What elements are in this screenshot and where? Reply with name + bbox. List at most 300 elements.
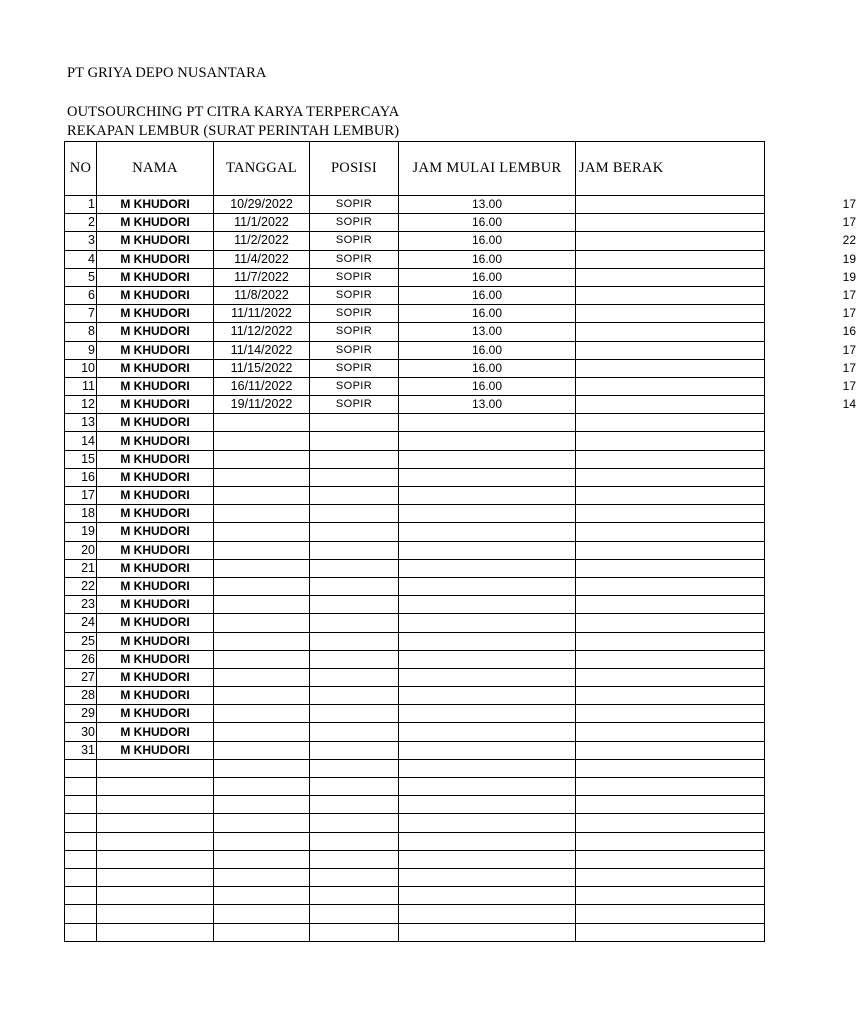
cell-no: 2 xyxy=(65,214,97,232)
cell-jam-berakhir xyxy=(576,923,765,941)
cell-jam-berakhir xyxy=(576,596,765,614)
cell-jam-berakhir-value: 17 xyxy=(842,197,856,212)
cell-nama: M KHUDORI xyxy=(97,214,214,232)
cell-tanggal xyxy=(214,632,310,650)
cell-tanggal xyxy=(214,923,310,941)
header-posisi: POSISI xyxy=(310,142,399,196)
cell-jam-berakhir xyxy=(576,268,856,286)
cell-jam-berakhir xyxy=(576,432,765,450)
cell-posisi xyxy=(310,487,399,505)
cell-no: 5 xyxy=(65,268,97,286)
cell-jam-mulai xyxy=(399,759,576,777)
table-row xyxy=(65,377,765,395)
cell-tanggal xyxy=(214,887,310,905)
cell-tanggal xyxy=(214,759,310,777)
overtime-table xyxy=(64,141,856,942)
table-row xyxy=(65,705,765,723)
cell-posisi: SOPIR xyxy=(310,196,399,214)
cell-no: 17 xyxy=(65,487,97,505)
cell-tanggal: 11/15/2022 xyxy=(214,359,310,377)
cell-nama xyxy=(97,778,214,796)
cell-jam-mulai xyxy=(399,414,576,432)
cell-no xyxy=(65,759,97,777)
table-row xyxy=(65,359,765,377)
cell-nama: M KHUDORI xyxy=(97,250,214,268)
cell-posisi xyxy=(310,450,399,468)
cell-jam-mulai: 16.00 xyxy=(399,214,576,232)
cell-jam-berakhir xyxy=(576,505,765,523)
cell-jam-mulai xyxy=(399,541,576,559)
cell-nama: M KHUDORI xyxy=(97,505,214,523)
table-row xyxy=(65,268,765,286)
table-row xyxy=(65,450,765,468)
table-row xyxy=(65,414,765,432)
table-row xyxy=(65,487,765,505)
cell-posisi: SOPIR xyxy=(310,341,399,359)
cell-jam-berakhir-value: 17 xyxy=(842,342,856,357)
table-row xyxy=(65,541,765,559)
table-row xyxy=(65,232,765,250)
cell-posisi: SOPIR xyxy=(310,214,399,232)
cell-nama xyxy=(97,868,214,886)
table-body xyxy=(65,196,856,942)
cell-jam-berakhir xyxy=(576,559,765,577)
cell-no: 13 xyxy=(65,414,97,432)
cell-nama: M KHUDORI xyxy=(97,487,214,505)
cell-jam-mulai xyxy=(399,505,576,523)
cell-nama: M KHUDORI xyxy=(97,232,214,250)
cell-no: 1 xyxy=(65,196,97,214)
cell-nama: M KHUDORI xyxy=(97,305,214,323)
cell-posisi xyxy=(310,541,399,559)
cell-no xyxy=(65,905,97,923)
cell-posisi: SOPIR xyxy=(310,377,399,395)
cell-tanggal xyxy=(214,505,310,523)
cell-jam-berakhir xyxy=(576,741,765,759)
cell-jam-berakhir-value: 14 xyxy=(842,397,856,412)
cell-nama: M KHUDORI xyxy=(97,577,214,595)
cell-tanggal xyxy=(214,905,310,923)
cell-posisi xyxy=(310,559,399,577)
cell-no: 10 xyxy=(65,359,97,377)
cell-no: 28 xyxy=(65,687,97,705)
cell-tanggal: 10/29/2022 xyxy=(214,196,310,214)
table-row xyxy=(65,632,765,650)
header-jam-mulai: JAM MULAI LEMBUR xyxy=(399,142,576,196)
cell-jam-berakhir xyxy=(576,778,765,796)
cell-tanggal xyxy=(214,850,310,868)
cell-jam-berakhir xyxy=(576,468,765,486)
cell-nama: M KHUDORI xyxy=(97,414,214,432)
cell-jam-mulai xyxy=(399,687,576,705)
cell-tanggal xyxy=(214,450,310,468)
cell-posisi xyxy=(310,759,399,777)
cell-jam-mulai xyxy=(399,905,576,923)
cell-tanggal xyxy=(214,723,310,741)
cell-nama: M KHUDORI xyxy=(97,432,214,450)
cell-no: 30 xyxy=(65,723,97,741)
cell-nama: M KHUDORI xyxy=(97,596,214,614)
cell-posisi xyxy=(310,668,399,686)
company-name: PT GRIYA DEPO NUSANTARA xyxy=(67,65,267,81)
table-header-row xyxy=(65,142,765,196)
cell-jam-mulai: 13.00 xyxy=(399,396,576,414)
cell-posisi xyxy=(310,687,399,705)
cell-posisi: SOPIR xyxy=(310,396,399,414)
cell-nama: M KHUDORI xyxy=(97,687,214,705)
header-nama: NAMA xyxy=(97,142,214,196)
cell-jam-berakhir xyxy=(576,305,856,323)
cell-tanggal: 11/11/2022 xyxy=(214,305,310,323)
cell-posisi xyxy=(310,614,399,632)
cell-nama xyxy=(97,759,214,777)
cell-nama: M KHUDORI xyxy=(97,650,214,668)
cell-no xyxy=(65,868,97,886)
cell-nama xyxy=(97,923,214,941)
cell-tanggal: 16/11/2022 xyxy=(214,377,310,395)
cell-jam-mulai xyxy=(399,741,576,759)
cell-no: 7 xyxy=(65,305,97,323)
cell-posisi xyxy=(310,705,399,723)
cell-jam-mulai xyxy=(399,923,576,941)
table-row xyxy=(65,596,765,614)
cell-nama: M KHUDORI xyxy=(97,541,214,559)
cell-nama: M KHUDORI xyxy=(97,196,214,214)
cell-no: 8 xyxy=(65,323,97,341)
cell-jam-mulai xyxy=(399,668,576,686)
cell-jam-mulai xyxy=(399,487,576,505)
cell-posisi xyxy=(310,523,399,541)
cell-tanggal xyxy=(214,832,310,850)
cell-nama xyxy=(97,796,214,814)
cell-no xyxy=(65,887,97,905)
cell-posisi xyxy=(310,778,399,796)
cell-jam-berakhir xyxy=(576,850,765,868)
cell-no: 6 xyxy=(65,286,97,304)
cell-nama: M KHUDORI xyxy=(97,723,214,741)
cell-jam-berakhir xyxy=(576,668,765,686)
cell-jam-mulai xyxy=(399,814,576,832)
cell-jam-berakhir-value: 17 xyxy=(842,360,856,375)
table-row xyxy=(65,723,765,741)
header-tanggal: TANGGAL xyxy=(214,142,310,196)
cell-tanggal: 11/12/2022 xyxy=(214,323,310,341)
cell-posisi xyxy=(310,468,399,486)
cell-nama: M KHUDORI xyxy=(97,668,214,686)
cell-jam-berakhir xyxy=(576,632,765,650)
cell-tanggal xyxy=(214,687,310,705)
table-row xyxy=(65,505,765,523)
cell-no: 18 xyxy=(65,505,97,523)
cell-tanggal: 11/7/2022 xyxy=(214,268,310,286)
cell-tanggal xyxy=(214,559,310,577)
cell-no: 3 xyxy=(65,232,97,250)
cell-nama xyxy=(97,850,214,868)
cell-jam-berakhir xyxy=(576,214,856,232)
cell-jam-berakhir xyxy=(576,723,765,741)
cell-posisi xyxy=(310,432,399,450)
cell-posisi xyxy=(310,632,399,650)
table-row xyxy=(65,832,765,850)
cell-posisi: SOPIR xyxy=(310,286,399,304)
cell-jam-berakhir xyxy=(576,396,856,414)
cell-jam-berakhir xyxy=(576,687,765,705)
cell-nama: M KHUDORI xyxy=(97,268,214,286)
cell-nama: M KHUDORI xyxy=(97,741,214,759)
cell-tanggal xyxy=(214,778,310,796)
cell-jam-mulai: 16.00 xyxy=(399,286,576,304)
cell-jam-mulai xyxy=(399,705,576,723)
cell-jam-berakhir xyxy=(576,341,856,359)
cell-jam-berakhir xyxy=(576,705,765,723)
cell-jam-berakhir xyxy=(576,359,856,377)
cell-tanggal: 11/14/2022 xyxy=(214,341,310,359)
cell-jam-mulai xyxy=(399,832,576,850)
cell-jam-berakhir xyxy=(576,414,765,432)
table-row xyxy=(65,250,765,268)
table-row xyxy=(65,196,765,214)
cell-jam-berakhir xyxy=(576,232,856,250)
overtime-table-container xyxy=(64,141,856,943)
cell-jam-berakhir xyxy=(576,286,856,304)
cell-posisi xyxy=(310,923,399,941)
cell-posisi: SOPIR xyxy=(310,305,399,323)
cell-no: 9 xyxy=(65,341,97,359)
cell-no: 19 xyxy=(65,523,97,541)
cell-no: 14 xyxy=(65,432,97,450)
cell-tanggal xyxy=(214,668,310,686)
cell-jam-berakhir-value: 17 xyxy=(842,215,856,230)
cell-nama: M KHUDORI xyxy=(97,359,214,377)
cell-tanggal xyxy=(214,868,310,886)
cell-posisi xyxy=(310,505,399,523)
cell-posisi xyxy=(310,723,399,741)
cell-tanggal: 11/2/2022 xyxy=(214,232,310,250)
cell-tanggal xyxy=(214,814,310,832)
cell-jam-berakhir-value: 22 xyxy=(842,233,856,248)
cell-no: 25 xyxy=(65,632,97,650)
cell-jam-berakhir xyxy=(576,196,856,214)
cell-jam-mulai: 16.00 xyxy=(399,232,576,250)
cell-tanggal xyxy=(214,796,310,814)
table-row xyxy=(65,650,765,668)
cell-jam-berakhir-value: 17 xyxy=(842,306,856,321)
table-row xyxy=(65,887,765,905)
cell-jam-mulai xyxy=(399,559,576,577)
cell-tanggal xyxy=(214,614,310,632)
cell-nama xyxy=(97,887,214,905)
cell-nama: M KHUDORI xyxy=(97,559,214,577)
cell-tanggal xyxy=(214,741,310,759)
cell-jam-mulai xyxy=(399,650,576,668)
cell-posisi xyxy=(310,796,399,814)
cell-jam-berakhir xyxy=(576,814,765,832)
cell-tanggal xyxy=(214,414,310,432)
table-row xyxy=(65,796,765,814)
table-row xyxy=(65,468,765,486)
cell-no xyxy=(65,850,97,868)
cell-posisi: SOPIR xyxy=(310,232,399,250)
table-row xyxy=(65,286,765,304)
cell-tanggal xyxy=(214,487,310,505)
cell-tanggal xyxy=(214,541,310,559)
cell-jam-mulai xyxy=(399,523,576,541)
table-row xyxy=(65,396,765,414)
cell-posisi xyxy=(310,905,399,923)
cell-no xyxy=(65,923,97,941)
table-row xyxy=(65,741,765,759)
cell-no: 31 xyxy=(65,741,97,759)
cell-jam-berakhir xyxy=(576,541,765,559)
cell-posisi: SOPIR xyxy=(310,250,399,268)
cell-nama: M KHUDORI xyxy=(97,523,214,541)
cell-nama: M KHUDORI xyxy=(97,377,214,395)
cell-jam-mulai xyxy=(399,723,576,741)
cell-posisi xyxy=(310,596,399,614)
cell-posisi xyxy=(310,414,399,432)
cell-posisi xyxy=(310,814,399,832)
cell-no: 26 xyxy=(65,650,97,668)
cell-jam-mulai xyxy=(399,632,576,650)
table-row xyxy=(65,614,765,632)
cell-jam-berakhir xyxy=(576,887,765,905)
cell-jam-berakhir-value: 16 xyxy=(842,324,856,339)
cell-tanggal xyxy=(214,577,310,595)
cell-jam-berakhir xyxy=(576,377,856,395)
cell-no xyxy=(65,778,97,796)
cell-jam-mulai xyxy=(399,468,576,486)
cell-jam-berakhir xyxy=(576,650,765,668)
cell-jam-berakhir-value: 19 xyxy=(842,251,856,266)
table-row xyxy=(65,577,765,595)
table-row xyxy=(65,432,765,450)
cell-jam-mulai xyxy=(399,614,576,632)
cell-jam-mulai xyxy=(399,850,576,868)
table-row xyxy=(65,559,765,577)
cell-jam-mulai: 16.00 xyxy=(399,268,576,286)
cell-no: 12 xyxy=(65,396,97,414)
cell-posisi: SOPIR xyxy=(310,323,399,341)
cell-tanggal xyxy=(214,523,310,541)
cell-no xyxy=(65,796,97,814)
cell-no: 24 xyxy=(65,614,97,632)
cell-tanggal: 11/8/2022 xyxy=(214,286,310,304)
cell-nama xyxy=(97,814,214,832)
cell-nama: M KHUDORI xyxy=(97,323,214,341)
cell-jam-berakhir xyxy=(576,487,765,505)
cell-posisi: SOPIR xyxy=(310,268,399,286)
cell-tanggal: 11/1/2022 xyxy=(214,214,310,232)
cell-nama: M KHUDORI xyxy=(97,396,214,414)
cell-posisi: SOPIR xyxy=(310,359,399,377)
cell-jam-berakhir xyxy=(576,323,856,341)
cell-posisi xyxy=(310,577,399,595)
table-row xyxy=(65,905,765,923)
cell-nama xyxy=(97,832,214,850)
cell-posisi xyxy=(310,850,399,868)
cell-tanggal xyxy=(214,650,310,668)
cell-jam-berakhir xyxy=(576,250,856,268)
cell-jam-mulai: 16.00 xyxy=(399,341,576,359)
cell-no: 27 xyxy=(65,668,97,686)
cell-jam-berakhir xyxy=(576,577,765,595)
cell-posisi xyxy=(310,832,399,850)
cell-jam-mulai xyxy=(399,778,576,796)
cell-no: 4 xyxy=(65,250,97,268)
table-row xyxy=(65,850,765,868)
table-row xyxy=(65,341,765,359)
table-row xyxy=(65,868,765,886)
cell-nama: M KHUDORI xyxy=(97,468,214,486)
cell-jam-mulai: 13.00 xyxy=(399,323,576,341)
cell-nama: M KHUDORI xyxy=(97,286,214,304)
cell-jam-berakhir xyxy=(576,832,765,850)
cell-jam-mulai xyxy=(399,432,576,450)
cell-nama: M KHUDORI xyxy=(97,341,214,359)
table-row xyxy=(65,778,765,796)
cell-tanggal xyxy=(214,468,310,486)
cell-posisi xyxy=(310,650,399,668)
cell-jam-mulai: 16.00 xyxy=(399,250,576,268)
table-row xyxy=(65,668,765,686)
cell-no: 21 xyxy=(65,559,97,577)
table-row xyxy=(65,687,765,705)
cell-jam-berakhir-value: 19 xyxy=(842,269,856,284)
cell-tanggal: 11/4/2022 xyxy=(214,250,310,268)
cell-jam-berakhir xyxy=(576,905,765,923)
cell-no: 20 xyxy=(65,541,97,559)
cell-nama: M KHUDORI xyxy=(97,632,214,650)
cell-nama xyxy=(97,905,214,923)
cell-no: 22 xyxy=(65,577,97,595)
cell-jam-berakhir xyxy=(576,796,765,814)
header-jam-berakhir: JAM BERAK xyxy=(576,142,765,196)
cell-jam-berakhir-value: 17 xyxy=(842,288,856,303)
cell-tanggal xyxy=(214,596,310,614)
cell-jam-berakhir xyxy=(576,523,765,541)
table-row xyxy=(65,305,765,323)
table-row xyxy=(65,214,765,232)
document-title-line1: OUTSOURCHING PT CITRA KARYA TERPERCAYA xyxy=(67,104,400,120)
cell-jam-berakhir-value: 17 xyxy=(842,378,856,393)
cell-jam-mulai xyxy=(399,450,576,468)
cell-jam-mulai xyxy=(399,796,576,814)
cell-jam-berakhir xyxy=(576,759,765,777)
cell-jam-mulai: 16.00 xyxy=(399,359,576,377)
cell-jam-berakhir xyxy=(576,450,765,468)
cell-tanggal xyxy=(214,705,310,723)
table-row xyxy=(65,523,765,541)
document-title-line2: REKAPAN LEMBUR (SURAT PERINTAH LEMBUR) xyxy=(67,123,400,139)
cell-jam-mulai xyxy=(399,868,576,886)
table-row xyxy=(65,759,765,777)
cell-jam-berakhir xyxy=(576,868,765,886)
cell-no xyxy=(65,814,97,832)
cell-posisi xyxy=(310,868,399,886)
header-no: NO xyxy=(65,142,97,196)
cell-posisi xyxy=(310,887,399,905)
table-row xyxy=(65,814,765,832)
cell-no: 11 xyxy=(65,377,97,395)
table-row xyxy=(65,923,765,941)
cell-jam-mulai xyxy=(399,887,576,905)
cell-jam-mulai: 13.00 xyxy=(399,196,576,214)
cell-nama: M KHUDORI xyxy=(97,705,214,723)
cell-no: 29 xyxy=(65,705,97,723)
cell-tanggal xyxy=(214,432,310,450)
cell-no: 16 xyxy=(65,468,97,486)
cell-jam-mulai xyxy=(399,577,576,595)
